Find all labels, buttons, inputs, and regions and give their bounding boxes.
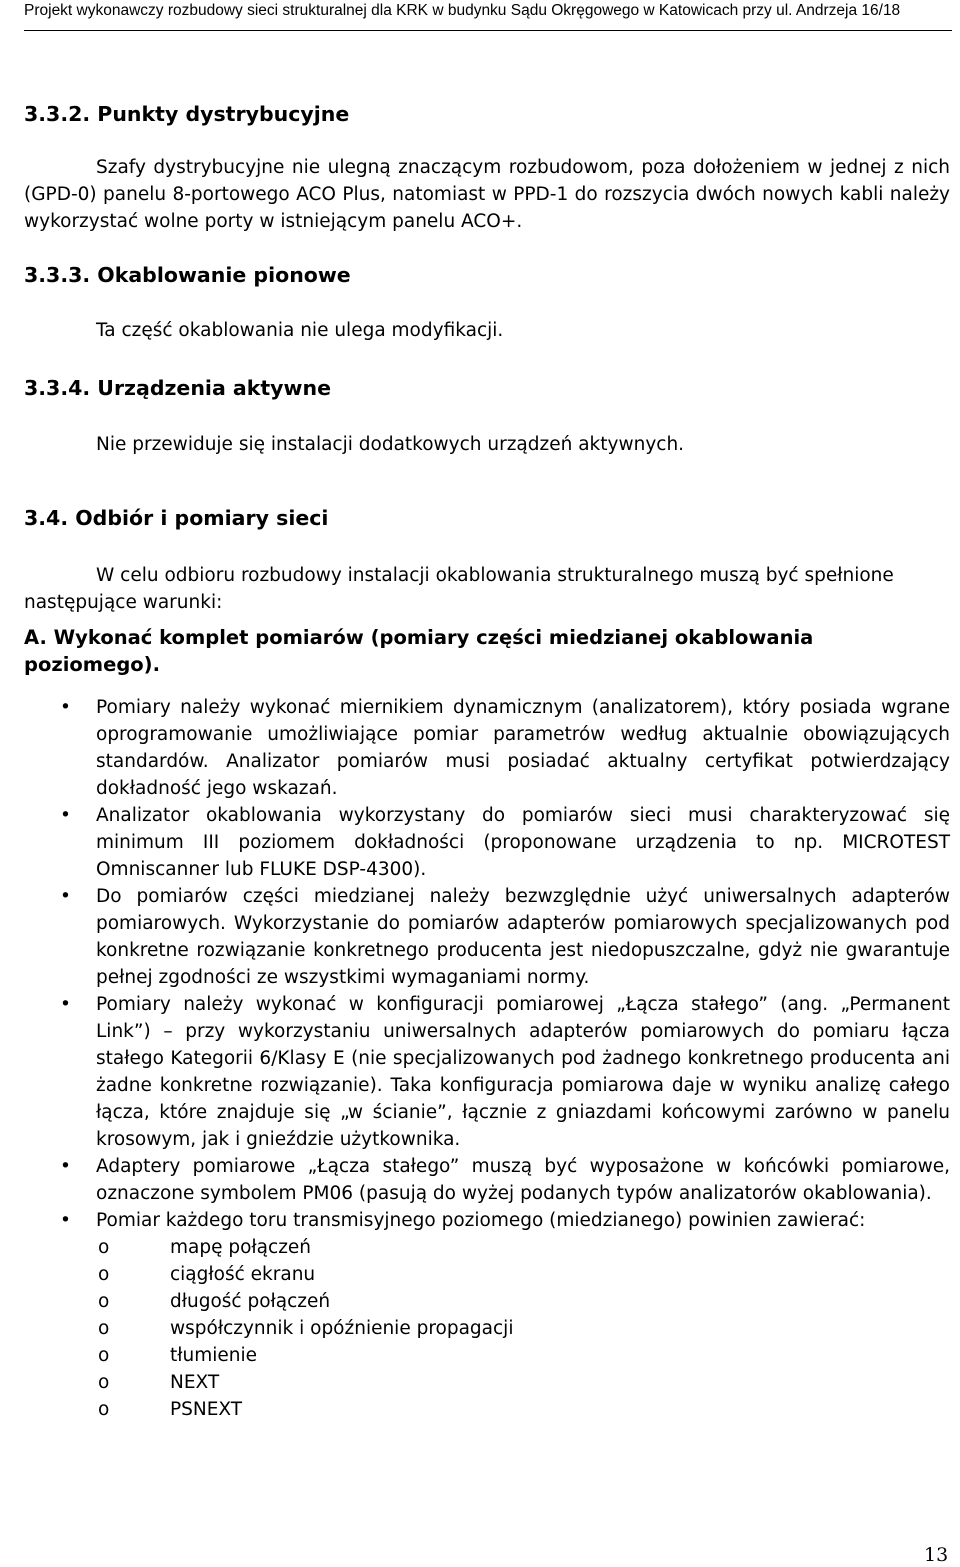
measurement-requirements-list [24, 694, 950, 1423]
list-item-text: Pomiary należy wykonać miernikiem dynamicznym (analizatorem), który posiada wgrane oprogramowanie umożliwiające pomiar parametrów według aktualnie obowiązujących standardów. Analizator pomiarów musi posiadać aktualny certyfikat potwierdzający dokładność jego wskazań. [96, 697, 950, 799]
list-item [24, 802, 950, 883]
sub-list-item [24, 1234, 950, 1261]
sub-list-item-text: mapę połączeń [170, 1237, 312, 1258]
paragraph-vertical-cabling: Ta część okablowania nie ulega modyfikacji. [96, 320, 504, 341]
bullet-icon: • [60, 805, 71, 826]
section-heading-3-4: 3.4. Odbiór i pomiary sieci [24, 506, 329, 530]
bullet-icon: • [60, 1156, 71, 1177]
page-header: Projekt wykonawczy rozbudowy sieci strukturalnej dla KRK w budynku Sądu Okręgowego w Katowicach przy ul. Andrzeja 16/18 [24, 0, 952, 31]
circle-bullet-icon: o [98, 1345, 110, 1366]
bullet-icon: • [60, 1210, 71, 1231]
circle-bullet-icon: o [98, 1372, 110, 1393]
sub-list-item [24, 1369, 950, 1396]
circle-bullet-icon: o [98, 1399, 110, 1420]
sub-list-item [24, 1315, 950, 1342]
circle-bullet-icon: o [98, 1318, 110, 1339]
section-heading-3-3-4: 3.3.4. Urządzenia aktywne [24, 376, 331, 400]
paragraph-active-devices: Nie przewiduje się instalacji dodatkowych urządzeń aktywnych. [96, 434, 685, 455]
sub-list-item-text: ciągłość ekranu [170, 1264, 316, 1285]
sub-list-item-text: współczynnik i opóźnienie propagacji [170, 1318, 514, 1339]
document-body [24, 100, 950, 1423]
circle-bullet-icon: o [98, 1237, 110, 1258]
subheading-a: A. Wykonać komplet pomiarów (pomiary części miedzianej okablowania poziomego). [24, 626, 814, 676]
list-item-text: Analizator okablowania wykorzystany do pomiarów sieci musi charakteryzować się minimum III poziomem dokładności (proponowane urządzenia to np. MICROTEST Omniscanner lub FLUKE DSP-4300). [96, 805, 950, 880]
list-item [24, 1207, 950, 1423]
paragraph-acceptance-conditions: W celu odbioru rozbudowy instalacji okablowania strukturalnego muszą być spełnione następujące warunki: [24, 565, 894, 613]
list-item-text: Adaptery pomiarowe „Łącza stałego” muszą być wyposażone w końcówki pomiarowe, oznaczone symbolem PM06 (pasują do wyżej podanych typów analizatorów okablowania). [96, 1156, 950, 1204]
list-item [24, 694, 950, 802]
sub-list-item-text: tłumienie [170, 1345, 258, 1366]
bullet-icon: • [60, 886, 71, 907]
list-item-text: Do pomiarów części miedzianej należy bezwzględnie użyć uniwersalnych adapterów pomiarowych. Wykorzystanie do pomiarów adapterów pomiarowych specjalizowanych pod konkretne rozwiązanie konkretnego producenta jest niedopuszczalne, gdyż nie gwarantuje pełnej zgodności ze wszystkimi wymaganiami normy. [96, 886, 950, 988]
sub-list-item [24, 1342, 950, 1369]
page-number: 13 [924, 1544, 949, 1566]
list-item [24, 883, 950, 991]
circle-bullet-icon: o [98, 1291, 110, 1312]
section-heading-3-3-3: 3.3.3. Okablowanie pionowe [24, 263, 351, 287]
list-item-text: Pomiary należy wykonać w konfiguracji pomiarowej „Łącza stałego” (ang. „Permanent Link”) – przy wykorzystaniu uniwersalnych adapterów pomiarowych do pomiaru łącza stałego Kategorii 6/Klasy E (nie specjalizowanych pod żadnego konkretnego producenta ani żadne konkretne rozwiązanie). Taka konfiguracja pomiarowa daje w wyniku analizę całego łącza, które znajduje się „w ścianie”, łącznie z gniazdami końcowymi zarówno w panelu krosowym, jak i gnieździe użytkownika. [96, 994, 950, 1150]
sub-list-item [24, 1396, 950, 1423]
bullet-icon: • [60, 994, 71, 1015]
sub-list-item [24, 1288, 950, 1315]
list-item [24, 1153, 950, 1207]
sub-list-item [24, 1261, 950, 1288]
sub-list-item-text: długość połączeń [170, 1291, 331, 1312]
list-item-text: Pomiar każdego toru transmisyjnego poziomego (miedzianego) powinien zawierać: [96, 1210, 866, 1231]
bullet-icon: • [60, 697, 71, 718]
measurement-parameters-list [24, 1234, 950, 1423]
circle-bullet-icon: o [98, 1264, 110, 1285]
sub-list-item-text: NEXT [170, 1372, 220, 1393]
sub-list-item-text: PSNEXT [170, 1399, 243, 1420]
paragraph-distribution-points: Szafy dystrybucyjne nie ulegną znaczącym rozbudowom, poza dołożeniem w jednej z nich (GPD-0) panelu 8-portowego ACO Plus, natomiast w PPD-1 do rozszycia dwóch nowych kabli należy wykorzystać wolne porty w istniejącym panelu ACO+. [24, 157, 950, 232]
section-heading-3-3-2: 3.3.2. Punkty dystrybucyjne [24, 102, 350, 126]
list-item [24, 991, 950, 1153]
